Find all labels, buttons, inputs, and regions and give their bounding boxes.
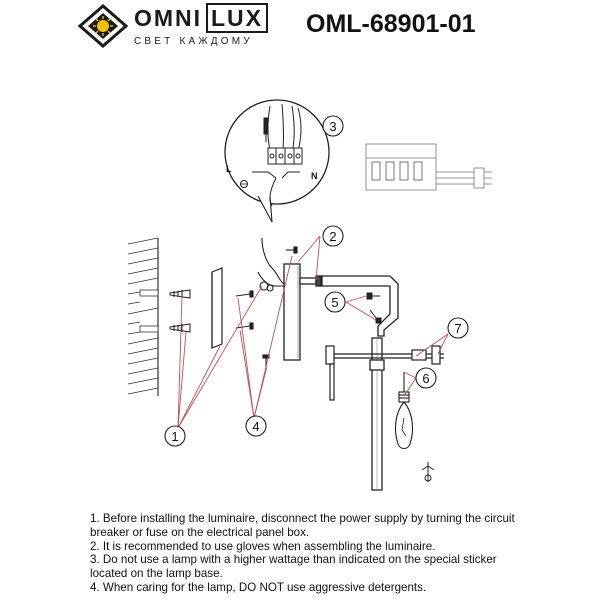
callout-3 — [323, 116, 343, 136]
brand-name-omni: OMNI — [134, 5, 203, 31]
lamp-arm — [300, 276, 398, 336]
wall-hatch — [128, 238, 158, 396]
instruction-item: 4. When caring for the lamp, DO NOT use aggressive detergents. — [90, 580, 427, 594]
instructions — [90, 512, 520, 595]
callout-4 — [246, 416, 266, 436]
model-number: OML-68901-01 — [306, 10, 476, 38]
terminal-schematic — [366, 144, 492, 190]
callout-5 — [325, 292, 345, 312]
brand-tagline: СВЕТ КАЖДОМУ — [134, 36, 253, 47]
svg-text:1: 1 — [171, 429, 179, 444]
header — [0, 0, 600, 60]
omnilux-logo-icon — [76, 4, 130, 48]
candle-bulb — [396, 372, 413, 449]
callout-1 — [165, 426, 185, 446]
wire-label-l: L — [226, 164, 232, 174]
svg-text:4: 4 — [252, 419, 260, 434]
wire-label-n: N — [311, 171, 318, 181]
mounting-bracket — [212, 268, 222, 348]
instruction-item: 2. It is recommended to use gloves when assembling the luminaire. — [90, 539, 436, 553]
callout-7 — [448, 318, 468, 338]
assembly-diagram — [0, 60, 600, 510]
callout-2 — [323, 226, 343, 246]
wiring-detail — [225, 100, 329, 222]
supply-wires — [258, 238, 284, 291]
wall-dowel — [170, 290, 190, 332]
svg-text:2: 2 — [329, 229, 337, 244]
brand-name-lux: LUX — [206, 3, 268, 33]
instruction-item: 1. Before installing the luminaire, disconnect the power supply by turning the circuit breaker or fuse on the electrical panel box. — [90, 512, 515, 539]
svg-text:3: 3 — [329, 119, 337, 134]
svg-text:5: 5 — [331, 295, 339, 310]
instruction-item: 3. Do not use a lamp with a higher wattage than indicated on the special sticker located on the lamp base. — [90, 553, 497, 581]
svg-text:6: 6 — [422, 371, 430, 386]
screwdriver-icon — [422, 462, 434, 482]
fixture-body — [370, 338, 384, 490]
svg-text:7: 7 — [454, 321, 462, 336]
callout-6 — [416, 368, 436, 388]
